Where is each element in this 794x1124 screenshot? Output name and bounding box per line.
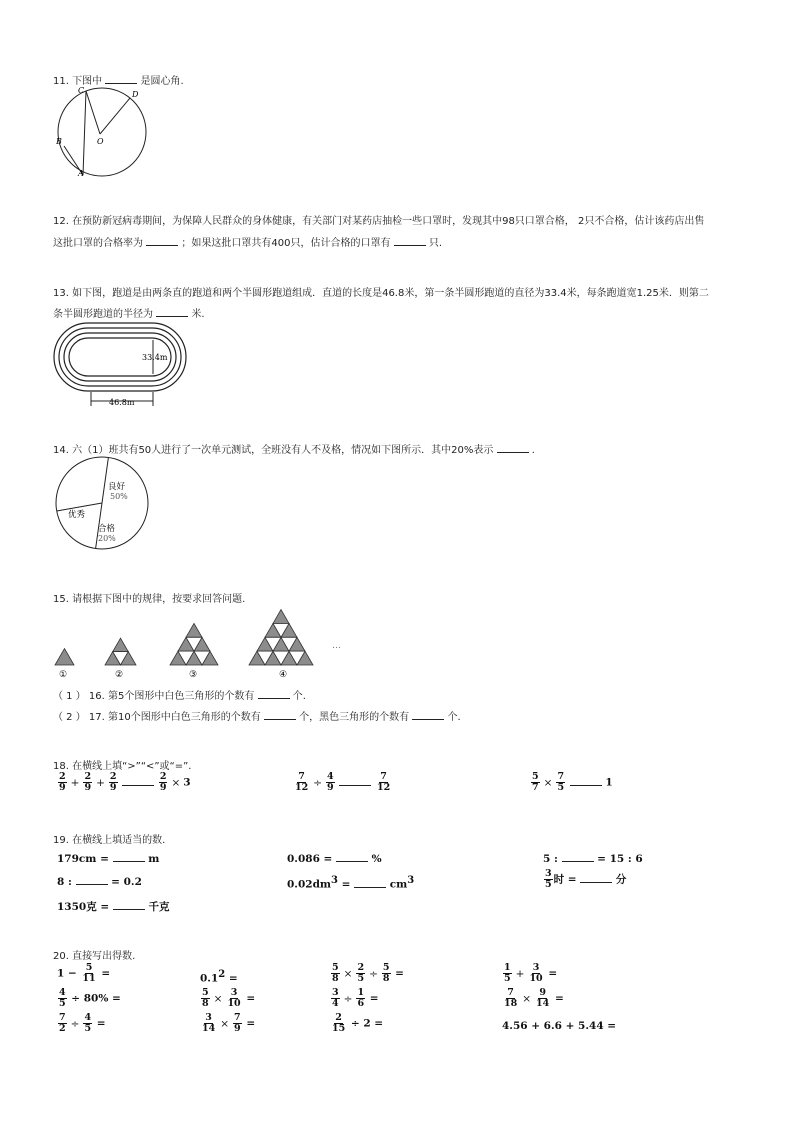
fig-label-2: ② [115, 670, 124, 680]
q19-blank-b[interactable] [336, 852, 368, 862]
fig-3-gray-triangle [186, 623, 202, 637]
q20-r3-c: $\frac{2}{15}$ ÷ 2 = [332, 1012, 384, 1034]
label-c: C [78, 86, 85, 95]
diameter-label: 33.4m [142, 353, 168, 362]
fig-1-gray-triangle [55, 649, 74, 665]
q12-blank-rate[interactable] [146, 236, 178, 246]
q19-c: 5 : = 15 : 6 [543, 853, 643, 865]
label-a: A [78, 169, 84, 178]
q13-track-figure [52, 320, 192, 410]
q18-blank-1[interactable] [122, 776, 154, 786]
figure-ellipsis: … [332, 641, 341, 651]
q14-pie-chart [54, 456, 154, 551]
q14-answer-blank[interactable] [497, 443, 529, 453]
q15-blank-1[interactable] [258, 689, 290, 699]
q20-r2-c: $\frac{3}{4}$ ÷ $\frac{1}{6}$ = [332, 987, 379, 1009]
q11-text: 11. 下图中 是圆心角. [53, 76, 184, 87]
radius-oc [86, 91, 100, 134]
q18-blank-2[interactable] [339, 776, 371, 786]
q18-expr-3: $\frac{5}{7}$ × $\frac{7}{5}$ 1 [532, 771, 613, 793]
q20-r2-b: $\frac{5}{8}$ × $\frac{3}{10}$ = [202, 987, 256, 1009]
q19-blank-f[interactable] [580, 873, 612, 883]
q15-text: 15. 请根据下图中的规律，按要求回答问题. [53, 594, 246, 605]
q19-d: 8 : = 0.2 [57, 876, 142, 888]
pie-label-hege: 合格 [98, 524, 116, 534]
pie-label-lianghao: 良好 [108, 482, 126, 492]
q14-text: 14. 六（1）班共有50人进行了一次单元测试，全班没有人不及格，情况如下图所示．其中20%表示 . [53, 445, 535, 456]
q19-text: 19. 在横线上填适当的数. [53, 835, 166, 846]
q20-r1-b: $0.1^2$ = [200, 969, 238, 985]
length-label: 46.8m [109, 398, 135, 407]
q19-e: $0.02dm^3 = cm^3$ [287, 875, 415, 891]
q19-blank-c[interactable] [562, 852, 594, 862]
fig-label-1: ① [59, 670, 68, 680]
q12-line2: 这批口罩的合格率为 ；如果这批口罩共有400只，估计合格的口罩有 只. [53, 238, 443, 249]
radius-od [100, 98, 130, 134]
q18-expr-1: $\frac{2}{9}$ + $\frac{2}{9}$ + $\frac{2}{9}$ $\frac{2}{9}$ × 3 [59, 771, 191, 793]
q19-b: 0.086 = % [287, 853, 382, 865]
q15-blank-2[interactable] [264, 710, 296, 720]
q20-r2-a: $\frac{4}{5}$ ÷ 80% = [59, 987, 121, 1009]
q15-sub1: （ 1 ） 16. 第5个图形中白色三角形的个数有 个. [53, 691, 306, 702]
q19-blank-g[interactable] [113, 900, 145, 910]
q13-answer-blank[interactable] [156, 307, 188, 317]
fig-label-4: ④ [279, 670, 288, 680]
q19-blank-e[interactable] [354, 878, 386, 888]
q20-r1-d: $\frac{1}{5}$ + $\frac{3}{10}$ = [504, 962, 558, 984]
q15-sub2: （ 2 ） 17. 第10个图形中白色三角形的个数有 个，黑色三角形的个数有 个. [53, 712, 461, 723]
q11-answer-blank[interactable] [105, 74, 137, 84]
q20-r1-a: 1 − $\frac{5}{11}$ = [57, 962, 111, 984]
q19-a: 179cm = m [57, 853, 160, 865]
q12-line1: 12. 在预防新冠病毒期间，为保障人民群众的身体健康，有关部门对某药店抽检一些口罩时，发现其中98只口罩合格， 2只不合格，估计该药店出售 [53, 216, 705, 227]
fig-4-gray-triangle [273, 610, 289, 624]
pie-value-hege: 20% [98, 534, 116, 543]
fig-label-3: ③ [189, 670, 198, 680]
chord-ca [83, 91, 86, 175]
q20-r3-d: 4.56 + 6.6 + 5.44 = [502, 1020, 617, 1032]
q20-r2-d: $\frac{7}{18}$ × $\frac{9}{14}$ = [504, 987, 564, 1009]
q19-g: 1350克 = 千克 [57, 901, 170, 913]
label-d: D [132, 90, 139, 99]
label-b: B [56, 137, 62, 146]
q20-r1-c: $\frac{5}{8}$ × $\frac{2}{5}$ ÷ $\frac{5}{8}$ = [332, 962, 404, 984]
q18-blank-3[interactable] [570, 776, 602, 786]
q19-f: $\frac{3}{5}$ 时 = 分 [545, 868, 627, 890]
q19-blank-a[interactable] [113, 852, 145, 862]
q13-line2: 条半圆形跑道的半径为 米. [53, 309, 205, 320]
pie-value-lianghao: 50% [110, 492, 128, 501]
q19-blank-d[interactable] [76, 875, 108, 885]
q12-blank-count[interactable] [394, 236, 426, 246]
q13-line1: 13. 如下图，跑道是由两条直的跑道和两个半圆形跑道组成．直道的长度是46.8米，第一条半圆形跑道的直径为33.4米，每条跑道宽1.25米．则第二 [53, 288, 709, 299]
pie-label-youxiu: 优秀 [68, 510, 86, 520]
q20-text: 20. 直接写出得数. [53, 951, 136, 962]
q11-circle-figure [52, 84, 157, 179]
q20-r3-b: $\frac{3}{14}$ × $\frac{7}{9}$ = [202, 1012, 256, 1034]
fig-2-gray-triangle [113, 638, 129, 651]
q20-r3-a: $\frac{7}{2}$ ÷ $\frac{4}{5}$ = [59, 1012, 106, 1034]
q18-text: 18. 在横线上填“>”“<”或“=”. [53, 761, 192, 772]
q15-blank-3[interactable] [412, 710, 444, 720]
q18-expr-2: $\frac{7}{12}$ ÷ $\frac{4}{9}$ $\frac{7}{12}$ [295, 771, 391, 793]
label-o: O [97, 137, 104, 146]
q15-triangle-figures [52, 604, 352, 680]
